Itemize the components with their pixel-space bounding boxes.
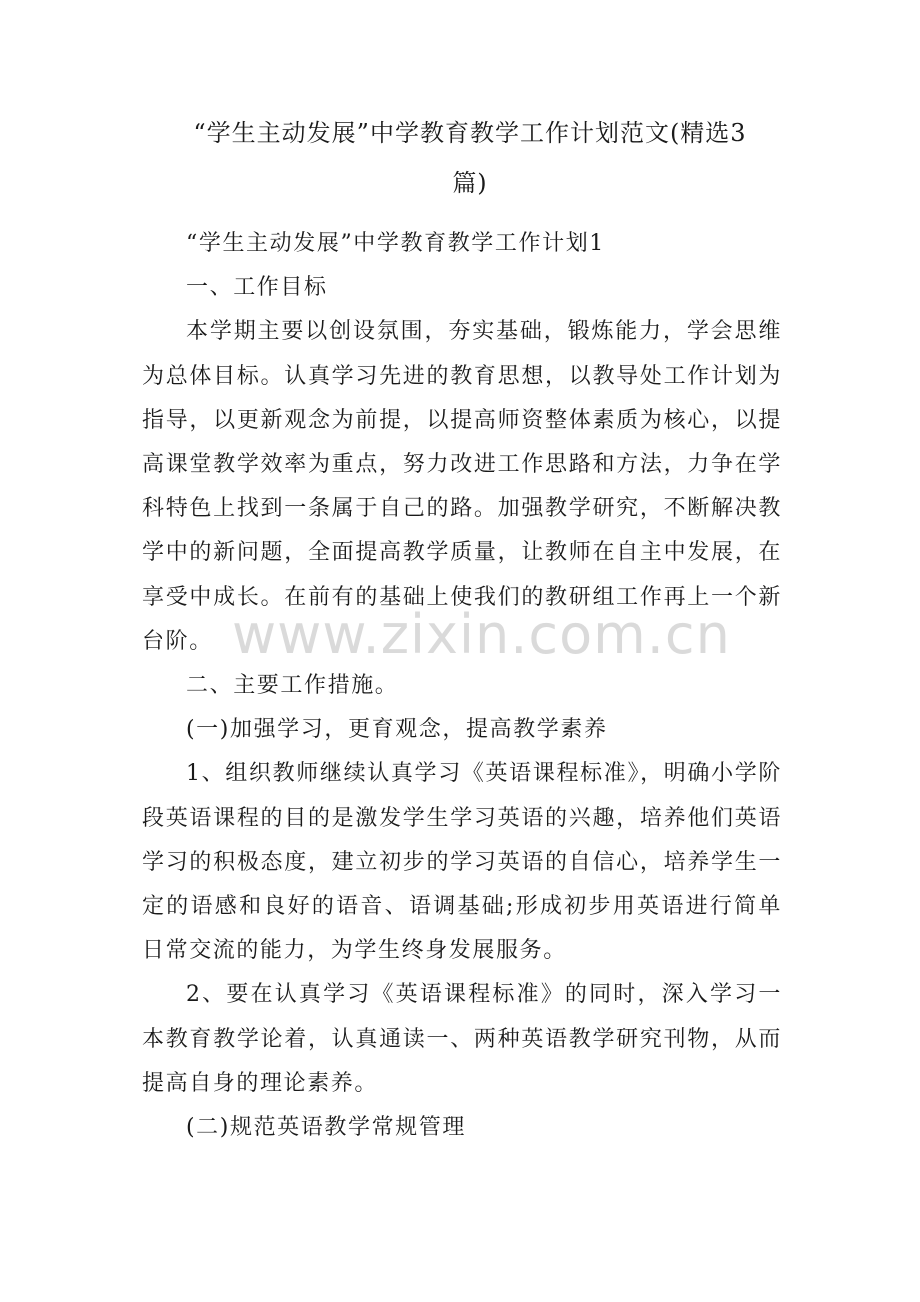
subheading-study: (一)加强学习，更育观念，提高教学素养 [186, 717, 608, 743]
section-heading-plan-1: “学生主动发展”中学教育教学工作计划1 [186, 231, 605, 256]
paragraph-item-2: 2、要在认真学习《英语课程标准》的同时，深入学习一本教育教学论着，认真通读一、两种英语教学研究刊物，从而提高自身的理论素养。 [142, 982, 782, 1096]
document-body [142, 222, 782, 1150]
paragraph-item-1: 1、组织教师继续认真学习《英语课程标准》，明确小学阶段英语课程的目的是激发学生学习英语的兴趣，培养他们英语学习的积极态度，建立初步的学习英语的自信心，培养学生一定的语感和良好的语音、语调基础;形成初步用英语进行简单日常交流的能力，为学生终身发展服务。 [142, 761, 782, 964]
document-title [150, 108, 790, 208]
title-line-2: 篇) [452, 169, 488, 197]
section-heading-measures: 二、主要工作措施。 [186, 673, 399, 699]
subheading-management: (二)规范英语教学常规管理 [186, 1115, 466, 1141]
watermark: www.zixin.com.cn [232, 603, 731, 666]
paragraph-goals: 本学期主要以创设氛围，夯实基础，锻炼能力，学会思维为总体目标。认真学习先进的教育思想，以教导处工作计划为指导，以更新观念为前提，以提高师资整体素质为核心，以提高课堂教学效率为重点，努力改进工作思路和方法，力争在学科特色上找到一条属于自己的路。加强教学研究，不断解决教学中的新问题，全面提高教学质量，让教师在自主中发展，在享受中成长。在前有的基础上使我们的教研组工作再上一个新台阶。 [142, 319, 782, 654]
title-line-1: “学生主动发展”中学教育教学工作计划范文(精选3 [193, 119, 747, 147]
section-heading-goals: 一、工作目标 [186, 275, 328, 301]
